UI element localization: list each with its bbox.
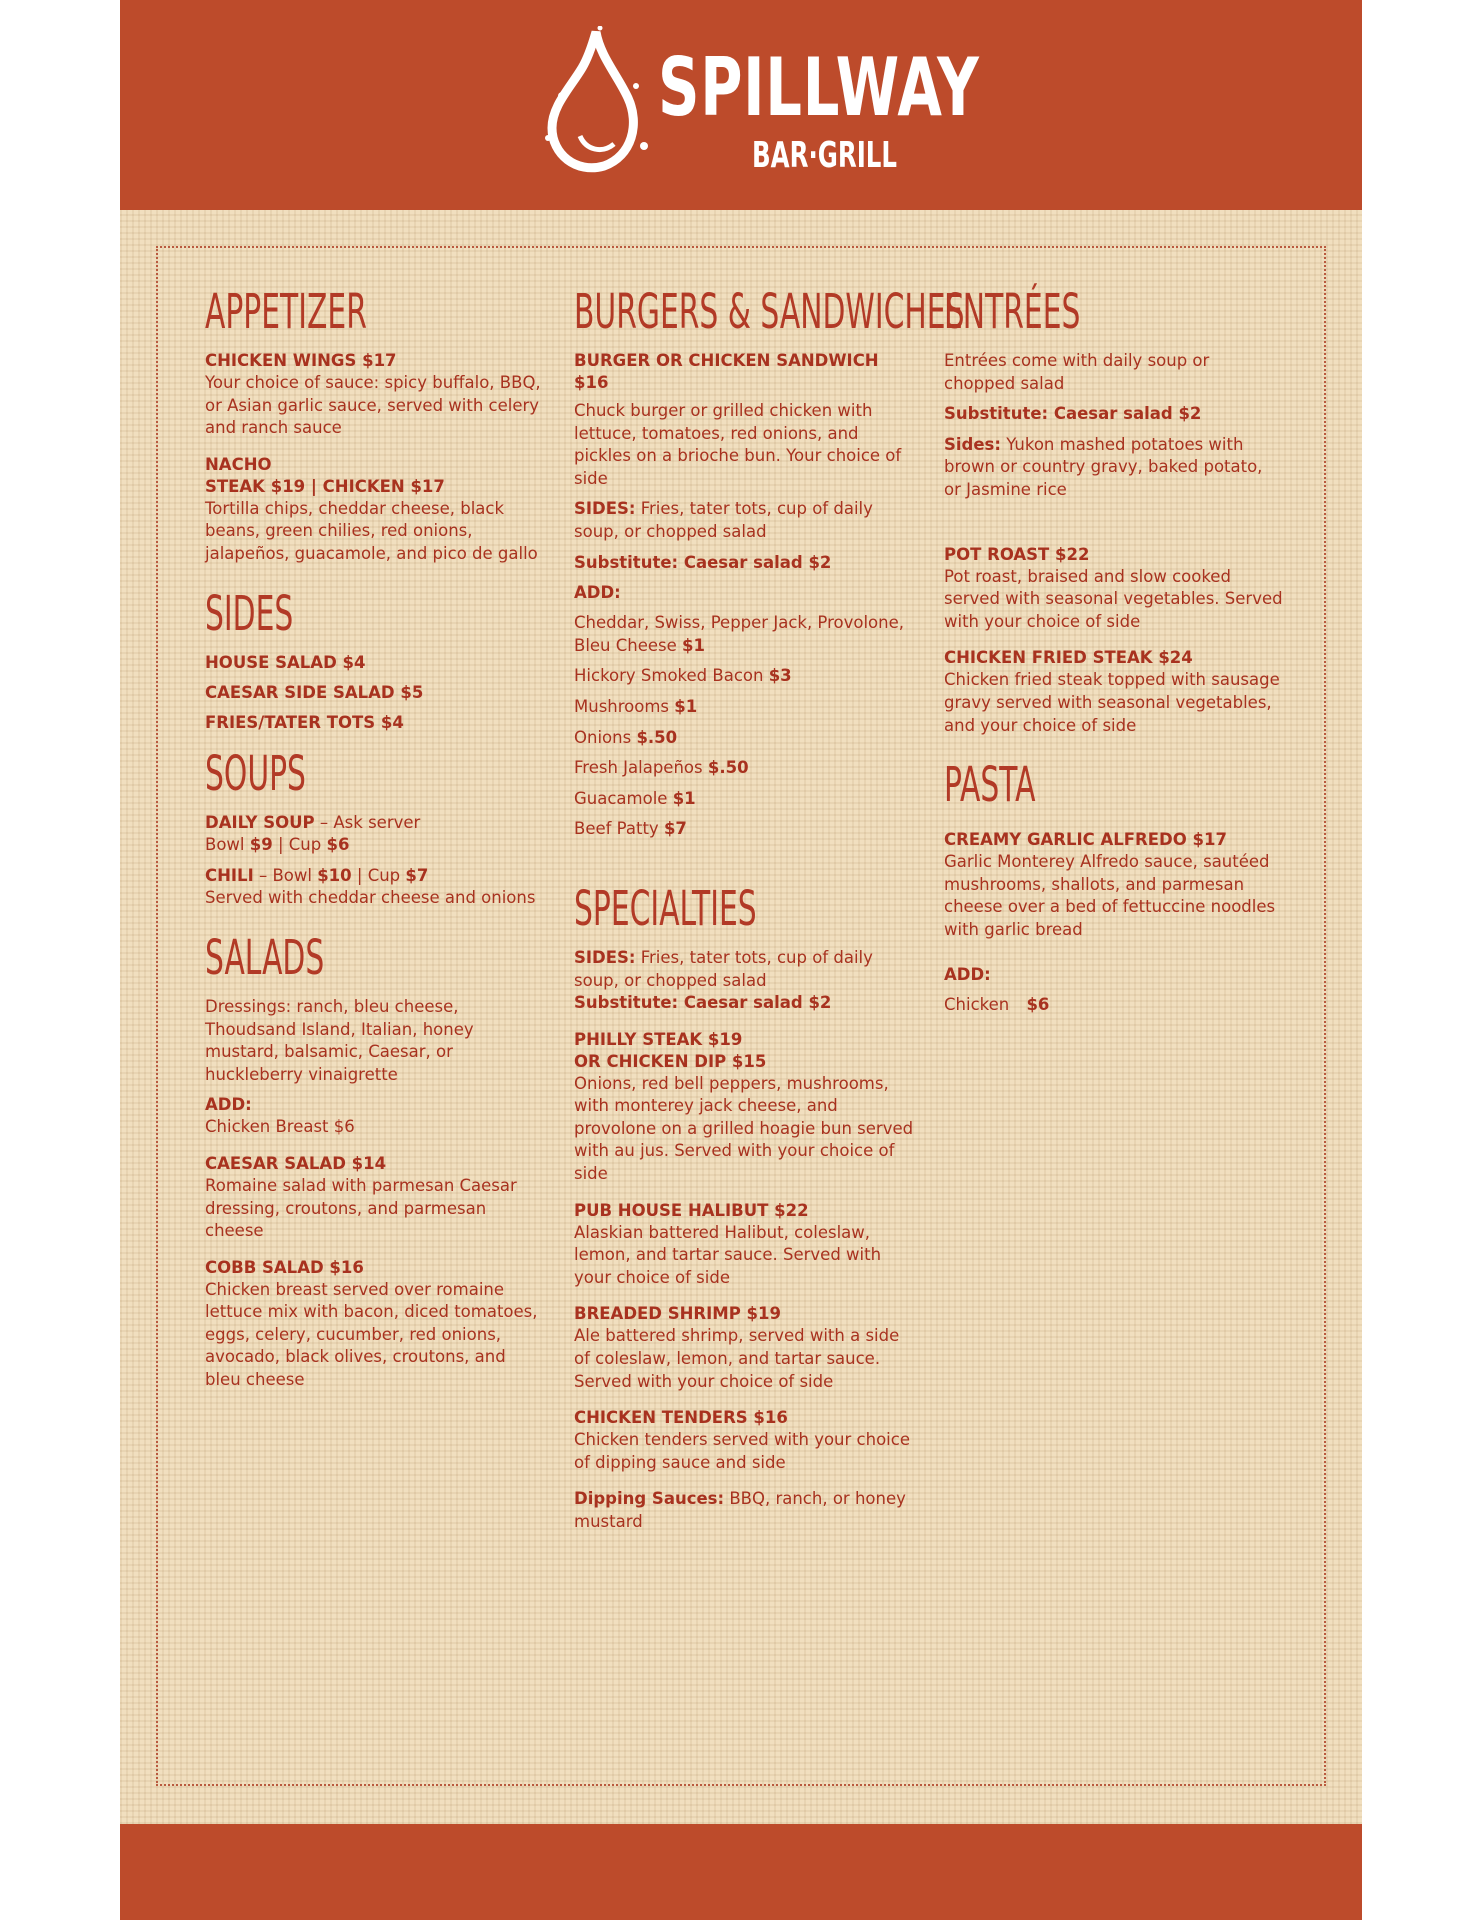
item-desc: Ale battered shrimp, served with a side of coleslaw, lemon, and tartar sauce. Served with your choice of side (574, 1326, 900, 1391)
sides-text: Fries, tater tots, cup of daily soup, or chopped salad (574, 499, 873, 541)
item-name: POT ROAST $22 (944, 544, 1090, 564)
menu-page (120, 0, 1362, 1920)
sides-text: Fries, tater tots, cup of daily soup, or chopped salad (574, 947, 873, 990)
item-desc: Tortilla chips, cheddar cheese, black beans, green chilies, red onions, jalapeños, guacamole, and pico de gallo (205, 498, 538, 563)
item-desc: Onions, red bell peppers, mushrooms, with monterey jack cheese, and provolone on a grilled hoagie bun served with au jus. Served with your choice of side (574, 1073, 914, 1184)
addon-text: Onions (574, 727, 637, 747)
substitute-label: Substitute: (944, 404, 1049, 424)
item-desc: Garlic Monterey Alfredo sauce, sautéed mushrooms, shallots, and parmesan cheese over a bed of fettuccine noodles with garlic bread (944, 852, 1276, 939)
item-desc: Chicken tenders served with your choice of dipping sauce and side (574, 1430, 910, 1472)
list-item: HOUSE SALAD $4 (205, 652, 366, 672)
cup-price: $7 (405, 865, 429, 885)
bowl-label: Bowl (205, 835, 250, 855)
list-item (574, 696, 914, 719)
menu-item (574, 350, 914, 490)
cup-label: | Cup (272, 835, 327, 855)
item-name: BREADED SHRIMP $19 (574, 1304, 781, 1324)
sides-label: Sides: (944, 434, 1001, 454)
addon-price: $.50 (707, 758, 749, 778)
item-name: NACHO (205, 454, 272, 474)
addon-price: $1 (674, 696, 698, 716)
footer-band (120, 1824, 1362, 1920)
cup-label: | Cup (351, 865, 406, 885)
add-label: ADD: (205, 1095, 252, 1115)
column-right (944, 286, 1284, 1024)
addon-text: Beef Patty (574, 819, 664, 839)
bowl-price: $10 (317, 865, 352, 885)
item-name: BURGER OR CHICKEN SANDWICH (574, 351, 879, 370)
addon-price: $.50 (636, 727, 678, 747)
spillway-logo (540, 26, 980, 176)
addon-text: Mushrooms (574, 696, 675, 716)
addon-price: $1 (672, 788, 696, 808)
item-desc: Chuck burger or grilled chicken with lettuce, tomatoes, red onions, and pickles on a brioche bun. Your choice of side (574, 401, 902, 488)
dipping-text: BBQ, ranch, or honey mustard (574, 1489, 906, 1531)
item-name: PHILLY STEAK $19 (574, 1029, 743, 1049)
list-item (574, 818, 914, 841)
menu-item (574, 1303, 914, 1393)
item-name: PUB HOUSE HALIBUT $22 (574, 1200, 809, 1220)
addon-text: Hickory Smoked Bacon (574, 666, 769, 686)
menu-item (205, 1257, 545, 1392)
menu-item (574, 1200, 914, 1290)
sides-note (574, 947, 914, 1015)
column-middle (574, 284, 965, 1542)
item-note: – Ask server (314, 812, 421, 832)
list-item: FRIES/TATER TOTS $4 (205, 712, 404, 732)
add-item-price: $6 (1009, 994, 1050, 1014)
item-desc: Your choice of sauce: spicy buffalo, BBQ, or Asian garlic sauce, served with celery and ranch sauce (205, 373, 541, 438)
substitute-text: Caesar salad $2 (1048, 404, 1202, 424)
cup-price: $6 (326, 835, 350, 855)
list-item (574, 665, 914, 688)
list-item (574, 757, 914, 780)
addon-text: Guacamole (574, 788, 673, 808)
item-desc: Alaskian battered Halibut, coleslaw, lemon, and tartar sauce. Served with your choice of side (574, 1222, 882, 1287)
menu-item (205, 350, 545, 440)
menu-item (944, 829, 1284, 941)
add-on (205, 1094, 545, 1139)
list-item (574, 788, 914, 811)
menu-item (944, 544, 1284, 634)
menu-item (574, 1029, 914, 1186)
item-price: $16 (574, 373, 609, 392)
item-name: CHICKEN TENDERS $16 (574, 1408, 788, 1428)
addon-price: $7 (663, 819, 687, 839)
add-item (944, 994, 1284, 1017)
dipping-sauces-note (574, 1488, 914, 1533)
brand-name: SPILLWAY (658, 41, 980, 134)
substitute-label: Substitute: (574, 552, 679, 572)
item-desc: Pot roast, braised and slow cooked served with seasonal vegetables. Served with your choice of side (944, 566, 1283, 631)
column-left (205, 286, 545, 1400)
entrees-title: ENTRÉES (944, 284, 1081, 340)
sides-label: SIDES: (574, 499, 636, 519)
item-name: CHILI (205, 865, 254, 885)
substitute-text: Caesar salad $2 (678, 552, 832, 572)
dressings-note: Dressings: ranch, bleu cheese, Thoudsand Island, Italian, honey mustard, balsamic, Caesar, or huckleberry vinaigrette (205, 996, 474, 1084)
addon-price: $1 (682, 635, 706, 655)
item-desc: Chicken breast served over romaine lettuce mix with bacon, diced tomatoes, eggs, celery, cucumber, red onions, avocado, black olives, croutons, and bleu cheese (205, 1279, 538, 1390)
item-name: DAILY SOUP (205, 812, 315, 832)
header-band (120, 0, 1362, 210)
add-item: Chicken Breast $6 (205, 1117, 355, 1137)
list-item (574, 727, 914, 750)
bowl-label: – Bowl (253, 865, 318, 885)
item-price: STEAK $19 | CHICKEN $17 (205, 476, 445, 496)
substitute-note (944, 403, 1284, 426)
item-name: CREAMY GARLIC ALFREDO $17 (944, 830, 1227, 850)
item-name: CHICKEN FRIED STEAK $24 (944, 648, 1193, 668)
dipping-label: Dipping Sauces: (574, 1489, 725, 1509)
sides-label: SIDES: (574, 947, 636, 967)
substitute-note (574, 552, 914, 575)
addon-price: $3 (768, 666, 792, 686)
addon-text: Fresh Jalapeños (574, 758, 708, 778)
substitute-label: Substitute: (574, 993, 679, 1013)
addon-text: Cheddar, Swiss, Pepper Jack, Provolone, Bleu Cheese (574, 613, 904, 655)
add-item-text: Chicken (944, 994, 1010, 1014)
menu-item (205, 812, 545, 857)
menu-item (205, 865, 545, 910)
menu-item (205, 1153, 545, 1243)
pasta-title: PASTA (944, 757, 1036, 814)
substitute-text: Caesar salad $2 (678, 993, 832, 1013)
appetizer-title: APPETIZER (205, 284, 367, 340)
item-name: CAESAR SALAD $14 (205, 1153, 387, 1173)
water-drop-icon (540, 26, 652, 176)
brand-subtitle: BAR·GRILL (752, 135, 898, 176)
list-item: CAESAR SIDE SALAD $5 (205, 682, 424, 702)
list-item (574, 612, 914, 657)
item-name: OR CHICKEN DIP $15 (574, 1051, 767, 1071)
add-label: ADD: (574, 583, 621, 603)
salads-title: SALADS (205, 929, 325, 986)
item-name: CHICKEN WINGS $17 (205, 351, 397, 370)
sides-text: Yukon mashed potatoes with brown or country gravy, baked potato, or Jasmine rice (944, 434, 1263, 499)
soups-title: SOUPS (205, 745, 306, 802)
entrees-intro: Entrées come with daily soup or chopped salad (944, 351, 1210, 393)
burgers-title: BURGERS & SANDWICHES (574, 284, 965, 340)
sides-title: SIDES (205, 585, 294, 642)
menu-item (944, 647, 1284, 737)
add-label: ADD: (944, 964, 991, 984)
sides-note (944, 434, 1284, 502)
menu-item (205, 454, 545, 566)
item-desc: Chicken fried steak topped with sausage gravy served with seasonal vegetables, and your choice of side (944, 670, 1280, 735)
item-name: COBB SALAD $16 (205, 1257, 364, 1277)
bowl-price: $9 (249, 835, 273, 855)
sides-note (574, 498, 914, 543)
item-desc: Romaine salad with parmesan Caesar dressing, croutons, and parmesan cheese (205, 1175, 517, 1241)
menu-item (574, 1407, 914, 1474)
specialties-title: SPECIALTIES (574, 880, 757, 937)
item-desc: Served with cheddar cheese and onions (205, 888, 536, 908)
